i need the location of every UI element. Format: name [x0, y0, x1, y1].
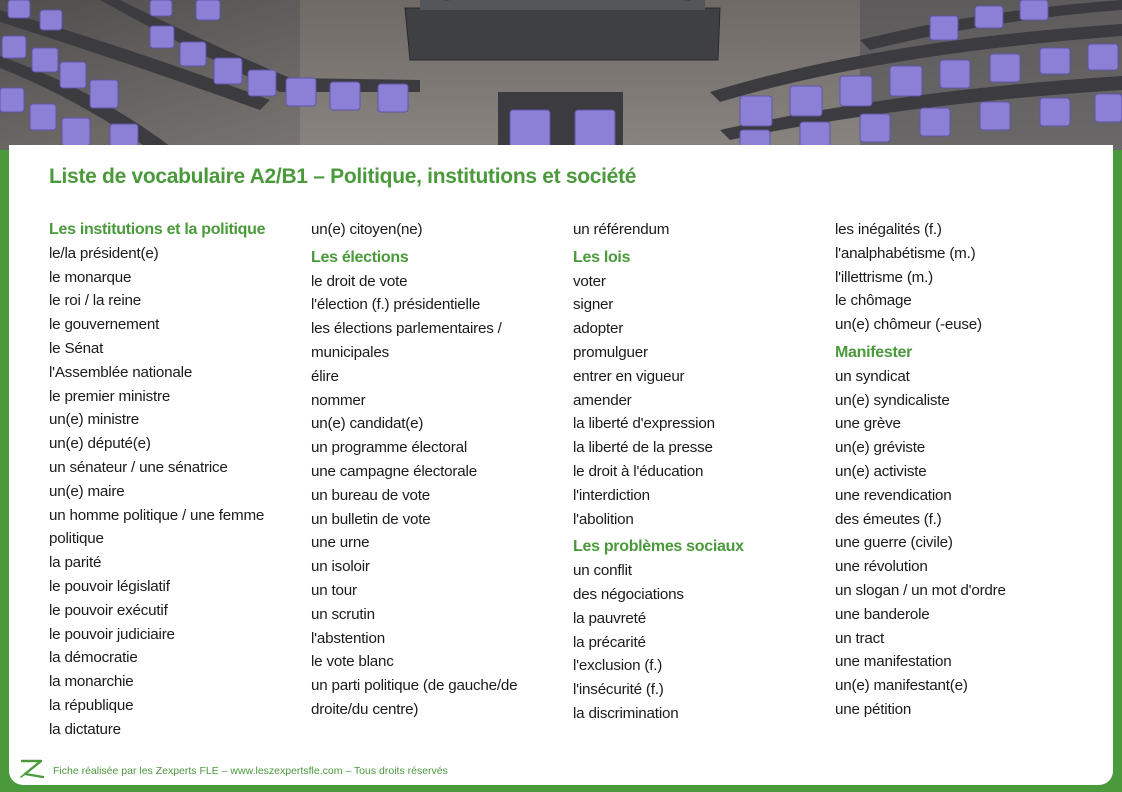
- vocab-item: l'abstention: [311, 629, 385, 647]
- vocab-item: un conflit: [573, 562, 632, 580]
- vocab-item: un syndicat: [835, 367, 910, 385]
- vocab-item: signer: [573, 296, 614, 314]
- vocab-item: adopter: [573, 320, 624, 338]
- zexperts-z-logo-icon: [19, 759, 45, 784]
- vocab-item: le Sénat: [49, 339, 104, 357]
- vocab-item: amender: [573, 391, 632, 409]
- vocab-item: la précarité: [573, 633, 646, 651]
- vocab-item: entrer en vigueur: [573, 367, 685, 385]
- vocab-item: droite/du centre): [311, 700, 419, 718]
- vocab-item: une pétition: [835, 700, 912, 718]
- vocab-item: une guerre (civile): [835, 534, 953, 552]
- vocab-item: des émeutes (f.): [835, 510, 942, 528]
- section-heading: Manifester: [835, 343, 913, 361]
- vocab-item: un bulletin de vote: [311, 510, 431, 528]
- vocab-item: un(e) candidat(e): [311, 415, 424, 433]
- section-heading: Les problèmes sociaux: [573, 538, 744, 556]
- vocab-item: un isoloir: [311, 558, 370, 576]
- vocab-item: la monarchie: [49, 673, 134, 691]
- vocab-item: l'abolition: [573, 510, 634, 528]
- vocab-item: une campagne électorale: [311, 462, 477, 480]
- vocab-item: voter: [573, 272, 606, 290]
- vocab-item: le pouvoir législatif: [49, 577, 170, 595]
- footer: [19, 761, 448, 781]
- vocab-item: le gouvernement: [49, 316, 160, 334]
- vocab-item: la république: [49, 696, 134, 714]
- vocab-item: un(e) syndicaliste: [835, 391, 950, 409]
- footer-credit: Fiche réalisée par les Zexperts FLE – www.leszexpertsfle.com – Tous droits réservés: [53, 765, 448, 777]
- vocab-item: nommer: [311, 391, 366, 409]
- vocab-item: les inégalités (f.): [835, 221, 942, 238]
- vocabulary-sheet: [9, 145, 1113, 785]
- vocab-item: l'élection (f.) présidentielle: [311, 296, 481, 314]
- vocab-item: un tract: [835, 629, 885, 647]
- vocab-item: politique: [49, 530, 104, 548]
- vocab-item: une banderole: [835, 605, 930, 623]
- vocab-item: le chômage: [835, 292, 912, 310]
- vocab-item: le pouvoir judiciaire: [49, 625, 175, 643]
- vocab-item: le droit à l'éducation: [573, 462, 704, 480]
- vocab-item: une urne: [311, 534, 370, 552]
- vocab-item: le roi / la reine: [49, 292, 141, 310]
- vocab-item: la liberté d'expression: [573, 415, 715, 433]
- vocab-item: un slogan / un mot d'ordre: [835, 581, 1006, 599]
- vocab-item: un bureau de vote: [311, 486, 431, 504]
- vocab-item: un(e) ministre: [49, 411, 140, 429]
- section-heading: Les lois: [573, 248, 631, 266]
- vocab-item: le pouvoir exécutif: [49, 601, 168, 619]
- vocab-item: le monarque: [49, 268, 132, 286]
- vocab-item: le premier ministre: [49, 387, 171, 405]
- vocab-item: un(e) manifestant(e): [835, 677, 968, 695]
- vocab-item: un référendum: [573, 221, 670, 238]
- section-heading: Les élections: [311, 248, 409, 266]
- sheet-title: Liste de vocabulaire A2/B1 – Politique, institutions et société: [49, 165, 637, 188]
- vocab-item: le vote blanc: [311, 653, 394, 671]
- column-4: [835, 218, 1085, 722]
- vocab-item: un sénateur / une sénatrice: [49, 458, 228, 476]
- vocab-item: la dictature: [49, 720, 121, 738]
- vocab-item: l'insécurité (f.): [573, 681, 664, 699]
- vocab-item: un parti politique (de gauche/de: [311, 677, 518, 695]
- vocab-item: une revendication: [835, 486, 952, 504]
- vocab-item: élire: [311, 367, 339, 385]
- vocab-item: l'exclusion (f.): [573, 657, 663, 675]
- vocab-item: un(e) maire: [49, 482, 125, 500]
- vocab-item: un(e) citoyen(ne): [311, 221, 423, 238]
- vocab-item: la liberté de la presse: [573, 439, 713, 457]
- vocab-item: une grève: [835, 415, 901, 433]
- vocab-item: l'Assemblée nationale: [49, 363, 193, 381]
- vocab-item: un(e) activiste: [835, 462, 927, 480]
- vocab-item: la parité: [49, 554, 102, 572]
- vocab-item: le droit de vote: [311, 272, 408, 290]
- vocab-item: un(e) chômeur (-euse): [835, 316, 982, 334]
- column-1: [49, 218, 299, 742]
- vocab-item: les élections parlementaires /: [311, 320, 502, 338]
- vocab-item: promulguer: [573, 343, 648, 361]
- vocab-item: un homme politique / une femme: [49, 506, 265, 524]
- vocab-item: des négociations: [573, 585, 684, 603]
- vocab-item: la pauvreté: [573, 609, 646, 627]
- vocab-item: le/la président(e): [49, 244, 159, 262]
- column-2: [311, 218, 561, 722]
- column-3: [573, 218, 823, 726]
- vocab-item: l'analphabétisme (m.): [835, 244, 976, 262]
- section-heading: Les institutions et la politique: [49, 221, 266, 238]
- vocab-item: la discrimination: [573, 704, 679, 722]
- parliament-photo: [0, 0, 1122, 150]
- vocab-item: un(e) gréviste: [835, 439, 926, 457]
- vocab-item: un tour: [311, 581, 357, 599]
- vocab-item: la démocratie: [49, 649, 138, 667]
- vocab-item: une manifestation: [835, 653, 952, 671]
- vocab-item: un programme électoral: [311, 439, 467, 457]
- vocab-item: un scrutin: [311, 605, 375, 623]
- vocab-item: un(e) député(e): [49, 435, 151, 453]
- vocab-item: municipales: [311, 343, 389, 361]
- parliament-image: [0, 0, 1122, 150]
- vocab-item: l'interdiction: [573, 486, 650, 504]
- vocab-item: l'illettrisme (m.): [835, 268, 934, 286]
- vocab-item: une révolution: [835, 558, 928, 576]
